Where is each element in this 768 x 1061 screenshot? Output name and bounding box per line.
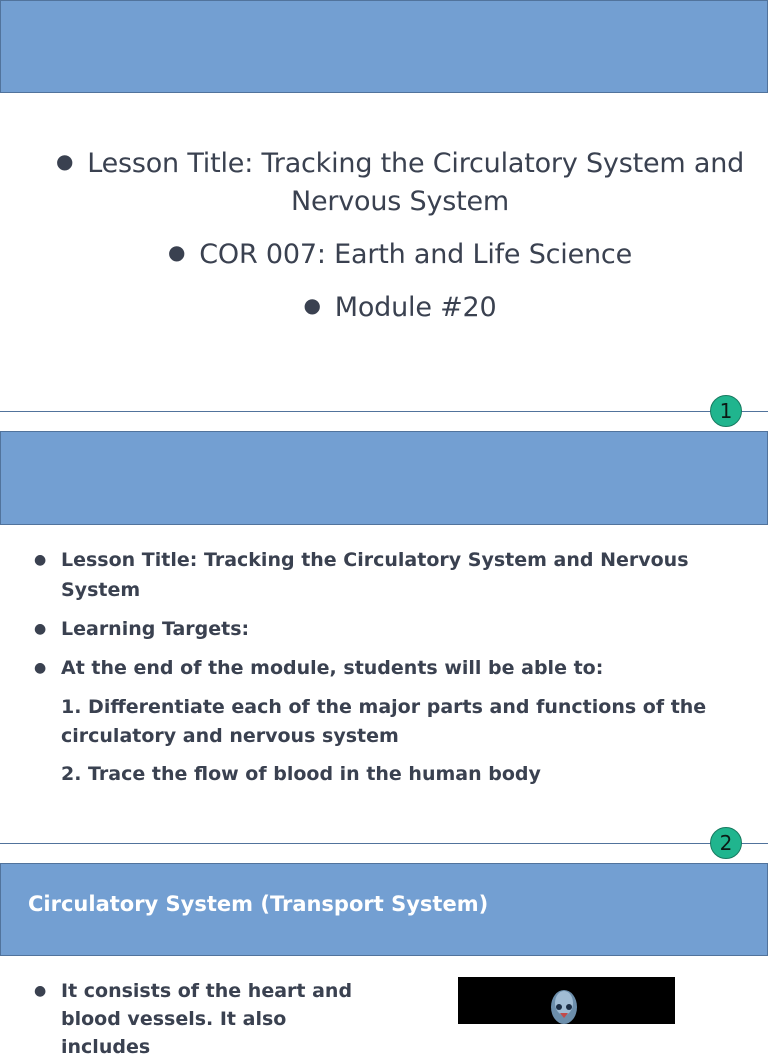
bullet-icon: ● xyxy=(34,983,47,999)
bullet-icon: ● xyxy=(34,552,47,568)
bullet-icon: ● xyxy=(167,240,186,264)
slide1-bullet: ● Lesson Title: Tracking the Circulatory System and Nervous System xyxy=(40,142,760,221)
skull-illustration xyxy=(458,977,675,1024)
page-number-badge: 1 xyxy=(710,395,742,427)
slide3-title: Circulatory System (Transport System) xyxy=(28,892,489,916)
slide1-bullet: ● COR 007: Earth and Life Science xyxy=(40,233,760,274)
page-number-badge: 2 xyxy=(710,827,742,859)
slide2-numbered-item: 1. Differentiate each of the major parts and functions of the circulatory and nervous system xyxy=(61,696,707,747)
slide1-bullet: ● Module #20 xyxy=(40,286,760,327)
slide3-bullet-list xyxy=(34,977,364,1061)
bullet-icon: ● xyxy=(303,293,321,317)
slide3-bullet: ● It consists of the heart and blood vessels. It also includes xyxy=(34,977,364,1061)
slide2-bullet: ● At the end of the module, students will be able to: xyxy=(34,653,754,683)
slide2-bullet-list xyxy=(34,545,754,798)
slide2-title-band xyxy=(0,431,768,525)
slide2-numbered-item: 2. Trace the flow of blood in the human body xyxy=(61,763,541,785)
bullet-icon: ● xyxy=(34,621,47,637)
slide2-bullet: ● Lesson Title: Tracking the Circulatory System and Nervous System xyxy=(34,545,754,605)
slide2-bullet: ● Learning Targets: xyxy=(34,614,754,644)
bullet-icon: ● xyxy=(34,660,47,676)
bullet-icon: ● xyxy=(55,149,74,173)
slide1-title-band xyxy=(0,0,768,93)
skull-icon xyxy=(458,977,675,1024)
slide-divider xyxy=(0,411,768,412)
slide-divider xyxy=(0,843,768,844)
slide1-bullet-list xyxy=(40,142,760,339)
